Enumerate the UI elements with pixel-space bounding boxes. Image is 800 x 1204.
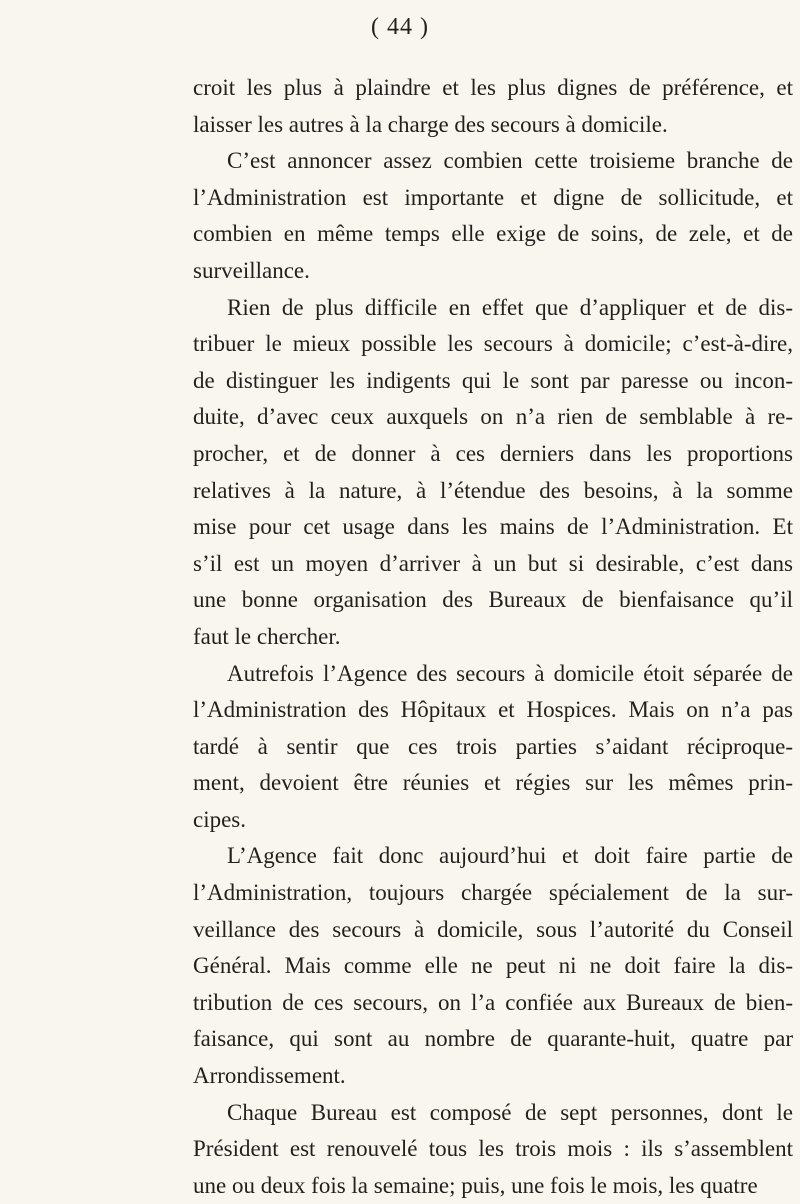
text-line: Autrefois l’Agence des secours à domicile étoit séparée de (227, 660, 793, 686)
text-line: tribuer le mieux possible les secours à domicile; c’est-à-dire, (193, 331, 793, 357)
text-line: ment, devoient être réunies et régies sur les mêmes prin- (193, 770, 793, 796)
text-line: Rien de plus difficile en effet que d’appliquer et de dis- (227, 294, 793, 320)
text-line: de distinguer les indigents qui le sont par paresse ou incon- (193, 367, 793, 393)
text-line: Général. Mais comme elle ne peut ni ne doit faire la dis- (193, 953, 793, 979)
text-line: l’Administration des Hôpitaux et Hospices. Mais on n’a pas (193, 697, 793, 723)
text-line: faisance, qui sont au nombre de quarante-huit, quatre par (193, 1026, 793, 1052)
text-line: Chaque Bureau est composé de sept personnes, dont le (227, 1099, 793, 1125)
text-line: Arrondissement. (193, 1063, 346, 1089)
paragraph (193, 70, 793, 143)
text-line: l’Administration, toujours chargée spécialement de la sur- (193, 880, 793, 906)
text-line: duite, d’avec ceux auxquels on n’a rien de semblable à re- (193, 404, 793, 430)
paragraph (193, 838, 793, 1094)
text-line: l’Administration est importante et digne de sollicitude, et (193, 184, 793, 210)
text-line: veillance des secours à domicile, sous l’autorité du Conseil (193, 916, 793, 942)
text-line: une bonne organisation des Bureaux de bienfaisance qu’il (193, 587, 793, 613)
text-line: procher, et de donner à ces derniers dans les proportions (193, 440, 793, 466)
paragraph (193, 1095, 793, 1204)
text-line: C’est annoncer assez combien cette troisieme branche de (227, 148, 793, 174)
text-line: Président est renouvelé tous les trois mois : ils s’assemblent (193, 1136, 793, 1162)
paragraph (193, 656, 793, 839)
text-line: mise pour cet usage dans les mains de l’Administration. Et (193, 514, 793, 540)
paragraph (193, 143, 793, 289)
body-text (193, 70, 793, 1204)
text-line: laisser les autres à la charge des secours à domicile. (193, 111, 668, 137)
text-line: surveillance. (193, 257, 310, 283)
text-line: faut le chercher. (193, 623, 341, 649)
text-line: une ou deux fois la semaine; puis, une fois le mois, les quatre (193, 1172, 758, 1198)
text-line: cipes. (193, 806, 247, 832)
text-line: croit les plus à plaindre et les plus dignes de préférence, et (193, 75, 793, 100)
text-line: s’il est un moyen d’arriver à un but si desirable, c’est dans (193, 550, 793, 576)
paragraph (193, 290, 793, 656)
page-number: ( 44 ) (371, 14, 429, 40)
text-line: tardé à sentir que ces trois parties s’aidant réciproque- (193, 733, 793, 759)
text-line: L’Agence fait donc aujourd’hui et doit faire partie de (227, 843, 793, 869)
text-line: combien en même temps elle exige de soins, de zele, et de (193, 221, 793, 247)
text-line: tribution de ces secours, on l’a confiée aux Bureaux de bien- (193, 989, 793, 1015)
text-line: relatives à la nature, à l’étendue des besoins, à la somme (193, 477, 793, 503)
